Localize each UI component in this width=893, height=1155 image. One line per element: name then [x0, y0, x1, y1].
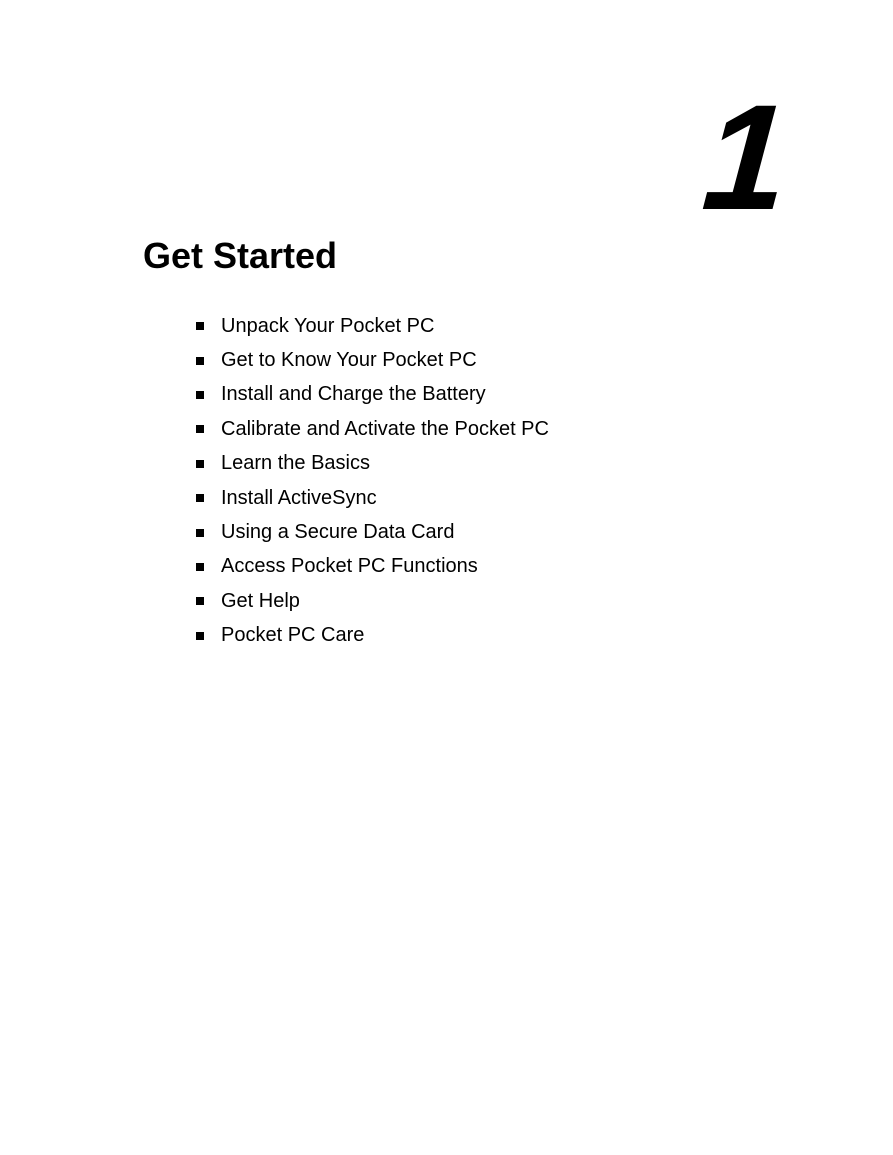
list-item — [195, 515, 549, 549]
topic-label: Calibrate and Activate the Pocket PC — [221, 417, 549, 440]
list-item — [195, 584, 549, 618]
topic-label: Install and Charge the Battery — [221, 383, 486, 406]
list-item — [195, 309, 549, 343]
list-item — [195, 412, 549, 446]
square-bullet-icon — [196, 391, 204, 399]
square-bullet-icon — [196, 322, 204, 330]
square-bullet-icon — [196, 597, 204, 605]
square-bullet-icon — [196, 632, 204, 640]
list-item — [195, 619, 549, 653]
topic-label: Access Pocket PC Functions — [221, 555, 478, 578]
topic-label: Get to Know Your Pocket PC — [221, 349, 477, 372]
topic-label: Unpack Your Pocket PC — [221, 314, 435, 337]
list-item — [195, 447, 549, 481]
square-bullet-icon — [196, 563, 204, 571]
list-item — [195, 378, 549, 412]
square-bullet-icon — [196, 357, 204, 365]
square-bullet-icon — [196, 494, 204, 502]
square-bullet-icon — [196, 425, 204, 433]
chapter-topic-list — [195, 309, 549, 653]
square-bullet-icon — [196, 460, 204, 468]
list-item — [195, 343, 549, 377]
topic-label: Install ActiveSync — [221, 486, 377, 509]
list-item — [195, 550, 549, 584]
chapter-title: Get Started — [143, 235, 338, 276]
topic-label: Pocket PC Care — [221, 624, 365, 647]
topic-label: Using a Secure Data Card — [221, 521, 455, 544]
topic-label: Learn the Basics — [221, 452, 370, 475]
chapter-number: 1 — [697, 73, 791, 241]
square-bullet-icon — [196, 529, 204, 537]
list-item — [195, 481, 549, 515]
topic-label: Get Help — [221, 589, 300, 612]
